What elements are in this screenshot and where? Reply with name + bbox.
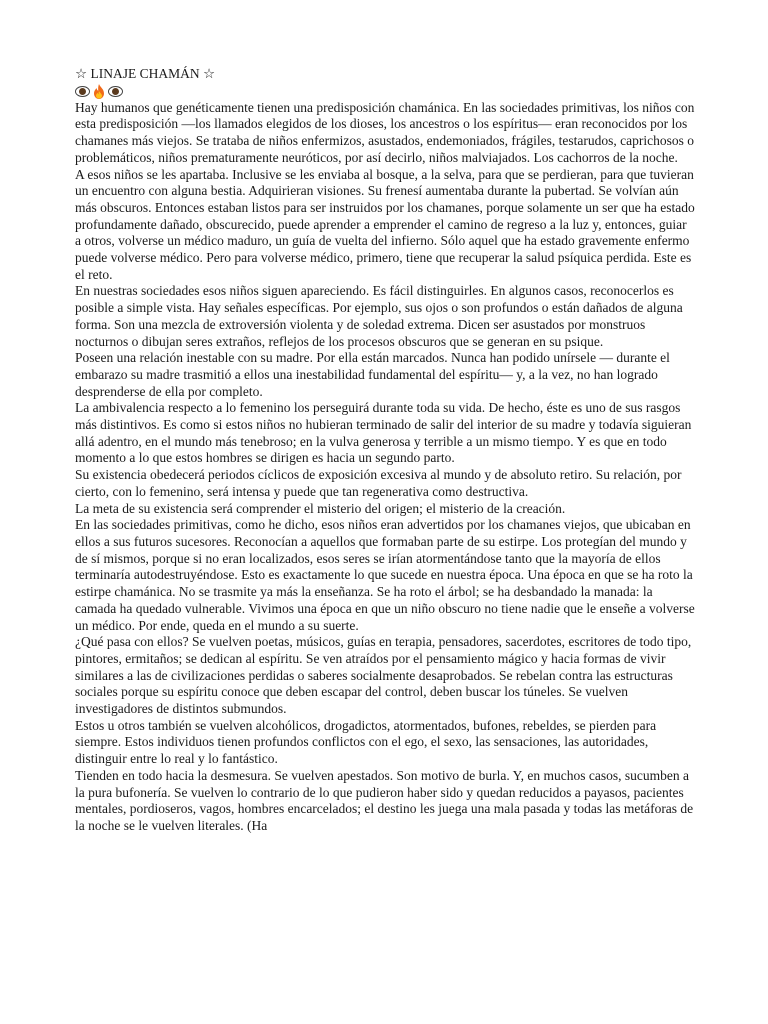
paragraph: A esos niños se les apartaba. Inclusive se les enviaba al bosque, a la selva, para que se perdieran, para que tuvieran un encuentro con alguna bestia. Adquirieran visiones. Su frenesí aumentaba durante la pubertad. Se volvían aún más obscuros. Entonces estaban listos para ser instruidos por los chamanes, porque solamente un ser que ha estado profundamente dañado, obscurecido, puede aprender a emprender el camino de regreso a la luz y, entonces, guiar a otros, volverse un médico maduro, un guía de vuelta del infierno. Sólo aquel que ha estado gravemente enfermo puede volverse médico. Pero para volverse médico, primero, tiene que recuperar la salud psíquica perdida. Este es el reto. <box>75 166 695 282</box>
paragraph: La ambivalencia respecto a lo femenino los perseguirá durante toda su vida. De hecho, éste es uno de sus rasgos más distintivos. Es como si estos niños no hubieran terminado de salir del interior de su madre y todavía siguieran allá adentro, en el mundo más tenebroso; en la vulva generosa y terrible a un mismo tiempo. Y es que en todo momento a lo que estos hombres se dirigen es hacia un segundo parto. <box>75 400 692 466</box>
paragraph: En nuestras sociedades esos niños siguen apareciendo. Es fácil distinguirles. En algunos casos, reconocerlos es posible a simple vista. Hay señales específicas. Por ejemplo, sus ojos o son profundos o están dañados de alguna forma. Son una mezcla de extroversión violenta y de soledad extrema. Dicen ser asustados por monstruos nocturnos o dibujan seres extraños, reflejos de los procesos obscuros que se generan en su psique. <box>75 283 683 349</box>
eye-icon <box>108 86 123 97</box>
document-title: ☆ LINAJE CHAMÁN ☆ <box>75 66 216 81</box>
emoji-row <box>75 83 695 100</box>
paragraph: Hay humanos que genéticamente tienen una predisposición chamánica. En las sociedades primitivas, los niños con esta predisposición —los llamados elegidos de los dioses, los ancestros o los espíritus— eran reconocidos por los chamanes más viejos. Se trataba de niños enfermizos, asustados, endemoniados, frágiles, testarudos, caprichosos o problemáticos, niños prematuramente neuróticos, por así decirlo, niños malviajados. Los cachorros de la noche. <box>75 99 695 165</box>
paragraph: La meta de su existencia será comprender el misterio del origen; el misterio de la creación. <box>75 500 566 516</box>
document-page <box>75 66 695 835</box>
paragraph: En las sociedades primitivas, como he dicho, esos niños eran advertidos por los chamanes viejos, que ubicaban en ellos a sus futuros sucesores. Reconocían a aquellos que formaban parte de su estirpe. Los protegían del mundo y de sí mismos, porque si no eran localizados, esos seres se irían atormentándose tanto que la mayoría de ellos terminaría autodestruyéndose. Esto es exactamente lo que sucede en nuestra época. Una época en que se ha roto la estirpe chamánica. No se trasmite ya más la enseñanza. Se ha roto el árbol; se ha desbandado la manada: la camada ha quedado vulnerable. Vivimos una época en que un niño obscuro no tiene nadie que le enseñe a volverse un médico. Por ende, queda en el mundo a su suerte. <box>75 517 695 633</box>
fire-icon <box>93 84 105 99</box>
paragraph: Poseen una relación inestable con su madre. Por ella están marcados. Nunca han podido unírsele — durante el embarazo su madre trasmitió a ellos una inestabilidad fundamental del espíritu— y, a la vez, no han logrado desprenderse de ella por completo. <box>75 350 670 399</box>
paragraph: Estos u otros también se vuelven alcohólicos, drogadictos, atormentados, bufones, rebeldes, se pierden para siempre. Estos individuos tienen profundos conflictos con el ego, el sexo, las sensaciones, las autoridades, distinguir entre lo real y lo fantástico. <box>75 717 657 767</box>
paragraph: Tienden en todo hacia la desmesura. Se vuelven apestados. Son motivo de burla. Y, en muchos casos, sucumben a la pura bufonería. Se vuelven lo contrario de lo que pudieron haber sido y quedan reducidos a payasos, pacientes mentales, pordioseros, vagos, hombres encarcelados; el destino les juega una mala pasada y todas las metáforas de la noche se le vuelven literales. (Ha <box>75 767 694 833</box>
eye-icon <box>75 86 90 97</box>
paragraph: Su existencia obedecerá periodos cíclicos de exposición excesiva al mundo y de absoluto retiro. Su relación, por cierto, con lo femenino, será intensa y puede que tan regenerativa como destructiva. <box>75 467 682 499</box>
paragraph: ¿Qué pasa con ellos? Se vuelven poetas, músicos, guías en terapia, pensadores, sacerdotes, escritores de todo tipo, pintores, ermitaños; se dedican al espíritu. Se ven atraídos por el pensamiento mágico y hacia formas de vivir similares a las de civilizaciones perdidas o saberes socialmente desaprobados. Se rebelan contra las estructuras sociales porque su espíritu conoce que deben escapar del control, deben buscar los túneles. Se vuelven investigadores de distintos submundos. <box>75 634 692 717</box>
